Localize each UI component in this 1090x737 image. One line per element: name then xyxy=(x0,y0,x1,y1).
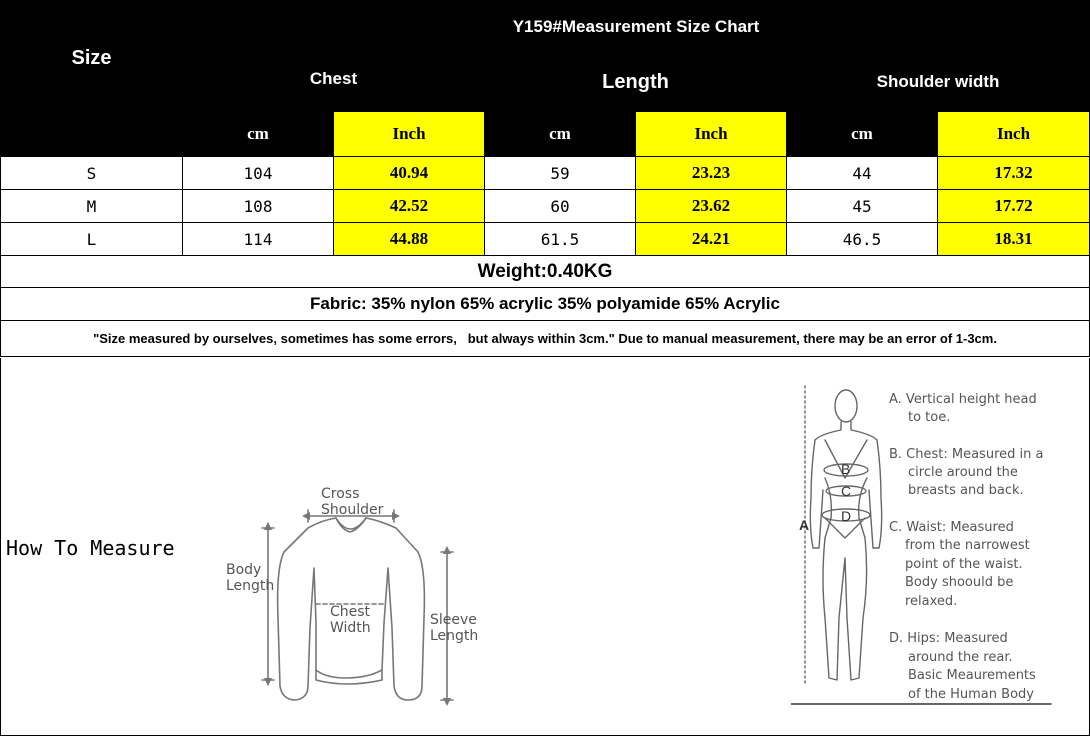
table-row xyxy=(1,223,1090,256)
length-inch-header: Inch xyxy=(636,112,787,157)
shoulder-inch-cell: 17.32 xyxy=(938,157,1090,190)
chest-cm-cell: 108 xyxy=(183,190,334,223)
chest-inch-cell: 44.88 xyxy=(334,223,485,256)
note-c-line-3: point of the waist. xyxy=(905,557,1023,572)
chest-cm-cell: 114 xyxy=(183,223,334,256)
note-d-line-3: Basic Meaurements xyxy=(908,668,1036,683)
marker-d: D xyxy=(841,508,852,524)
chest-inch-cell: 40.94 xyxy=(334,157,485,190)
note-d-line-4: of the Human Body xyxy=(908,687,1034,702)
fabric-row: Fabric: 35% nylon 65% acrylic 35% polyamide 65% Acrylic xyxy=(1,288,1090,321)
cross-shoulder-label-2: Shoulder xyxy=(321,502,384,518)
body-length-label-1: Body xyxy=(226,562,262,578)
shoulder-cm-cell: 44 xyxy=(787,157,938,190)
size-header: Size xyxy=(1,1,183,157)
length-cm-cell: 59 xyxy=(485,157,636,190)
note-c-line-2: from the narrowest xyxy=(905,538,1030,553)
length-cm-cell: 60 xyxy=(485,190,636,223)
shoulder-cm-header: cm xyxy=(787,112,938,157)
size-cell: S xyxy=(1,157,183,190)
chest-width-label-2: Width xyxy=(330,620,371,636)
note-c-line-5: relaxed. xyxy=(905,594,958,609)
size-cell: M xyxy=(1,190,183,223)
marker-a: A xyxy=(799,517,810,533)
length-inch-cell: 23.23 xyxy=(636,157,787,190)
note-b-line-2: circle around the xyxy=(908,465,1018,480)
body-length-label-2: Length xyxy=(226,578,275,594)
sleeve-length-label-2: Length xyxy=(430,628,479,644)
shoulder-width-header: Shoulder width xyxy=(787,53,1090,112)
note-c-line-1: C. Waist: Measured xyxy=(889,520,1014,535)
body-diagram xyxy=(791,378,1081,708)
chest-cm-cell: 104 xyxy=(183,157,334,190)
marker-b: B xyxy=(841,461,851,477)
how-to-measure-label: How To Measure xyxy=(6,536,175,560)
length-cm-cell: 61.5 xyxy=(485,223,636,256)
weight-row: Weight:0.40KG xyxy=(1,256,1090,288)
size-chart-table xyxy=(0,0,1090,357)
chest-inch-header: Inch xyxy=(334,112,485,157)
chart-title: Y159#Measurement Size Chart xyxy=(183,1,1090,53)
length-inch-cell: 24.21 xyxy=(636,223,787,256)
cross-shoulder-label-1: Cross xyxy=(321,486,360,502)
note-a-line-2: to toe. xyxy=(908,410,951,425)
table-row xyxy=(1,190,1090,223)
chest-header: Chest xyxy=(183,53,485,112)
shoulder-inch-header: Inch xyxy=(938,112,1090,157)
shoulder-cm-cell: 46.5 xyxy=(787,223,938,256)
note-row: "Size measured by ourselves, sometimes has some errors, but always within 3cm." Due to manual measurement, there may be an error of 1-3cm. xyxy=(1,321,1090,357)
length-header: Length xyxy=(485,53,787,112)
how-to-measure-panel xyxy=(0,358,1090,736)
length-cm-header: cm xyxy=(485,112,636,157)
note-c-line-4: Body shoould be xyxy=(905,575,1014,590)
length-inch-cell: 23.62 xyxy=(636,190,787,223)
note-b-line-3: breasts and back. xyxy=(908,483,1024,498)
note-d-line-2: around the rear. xyxy=(908,650,1013,665)
size-cell: L xyxy=(1,223,183,256)
note-d-line-1: D. Hips: Measured xyxy=(889,631,1008,646)
note-a-line-1: A. Vertical height head xyxy=(889,392,1037,407)
shoulder-inch-cell: 18.31 xyxy=(938,223,1090,256)
table-row xyxy=(1,157,1090,190)
note-b-line-1: B. Chest: Measured in a xyxy=(889,447,1044,462)
chest-width-label-1: Chest xyxy=(330,604,371,620)
shoulder-cm-cell: 45 xyxy=(787,190,938,223)
sleeve-length-label-1: Sleeve xyxy=(430,612,477,628)
sweater-diagram xyxy=(216,418,496,718)
marker-c: C xyxy=(841,483,852,499)
chest-inch-cell: 42.52 xyxy=(334,190,485,223)
chest-cm-header: cm xyxy=(183,112,334,157)
shoulder-inch-cell: 17.72 xyxy=(938,190,1090,223)
